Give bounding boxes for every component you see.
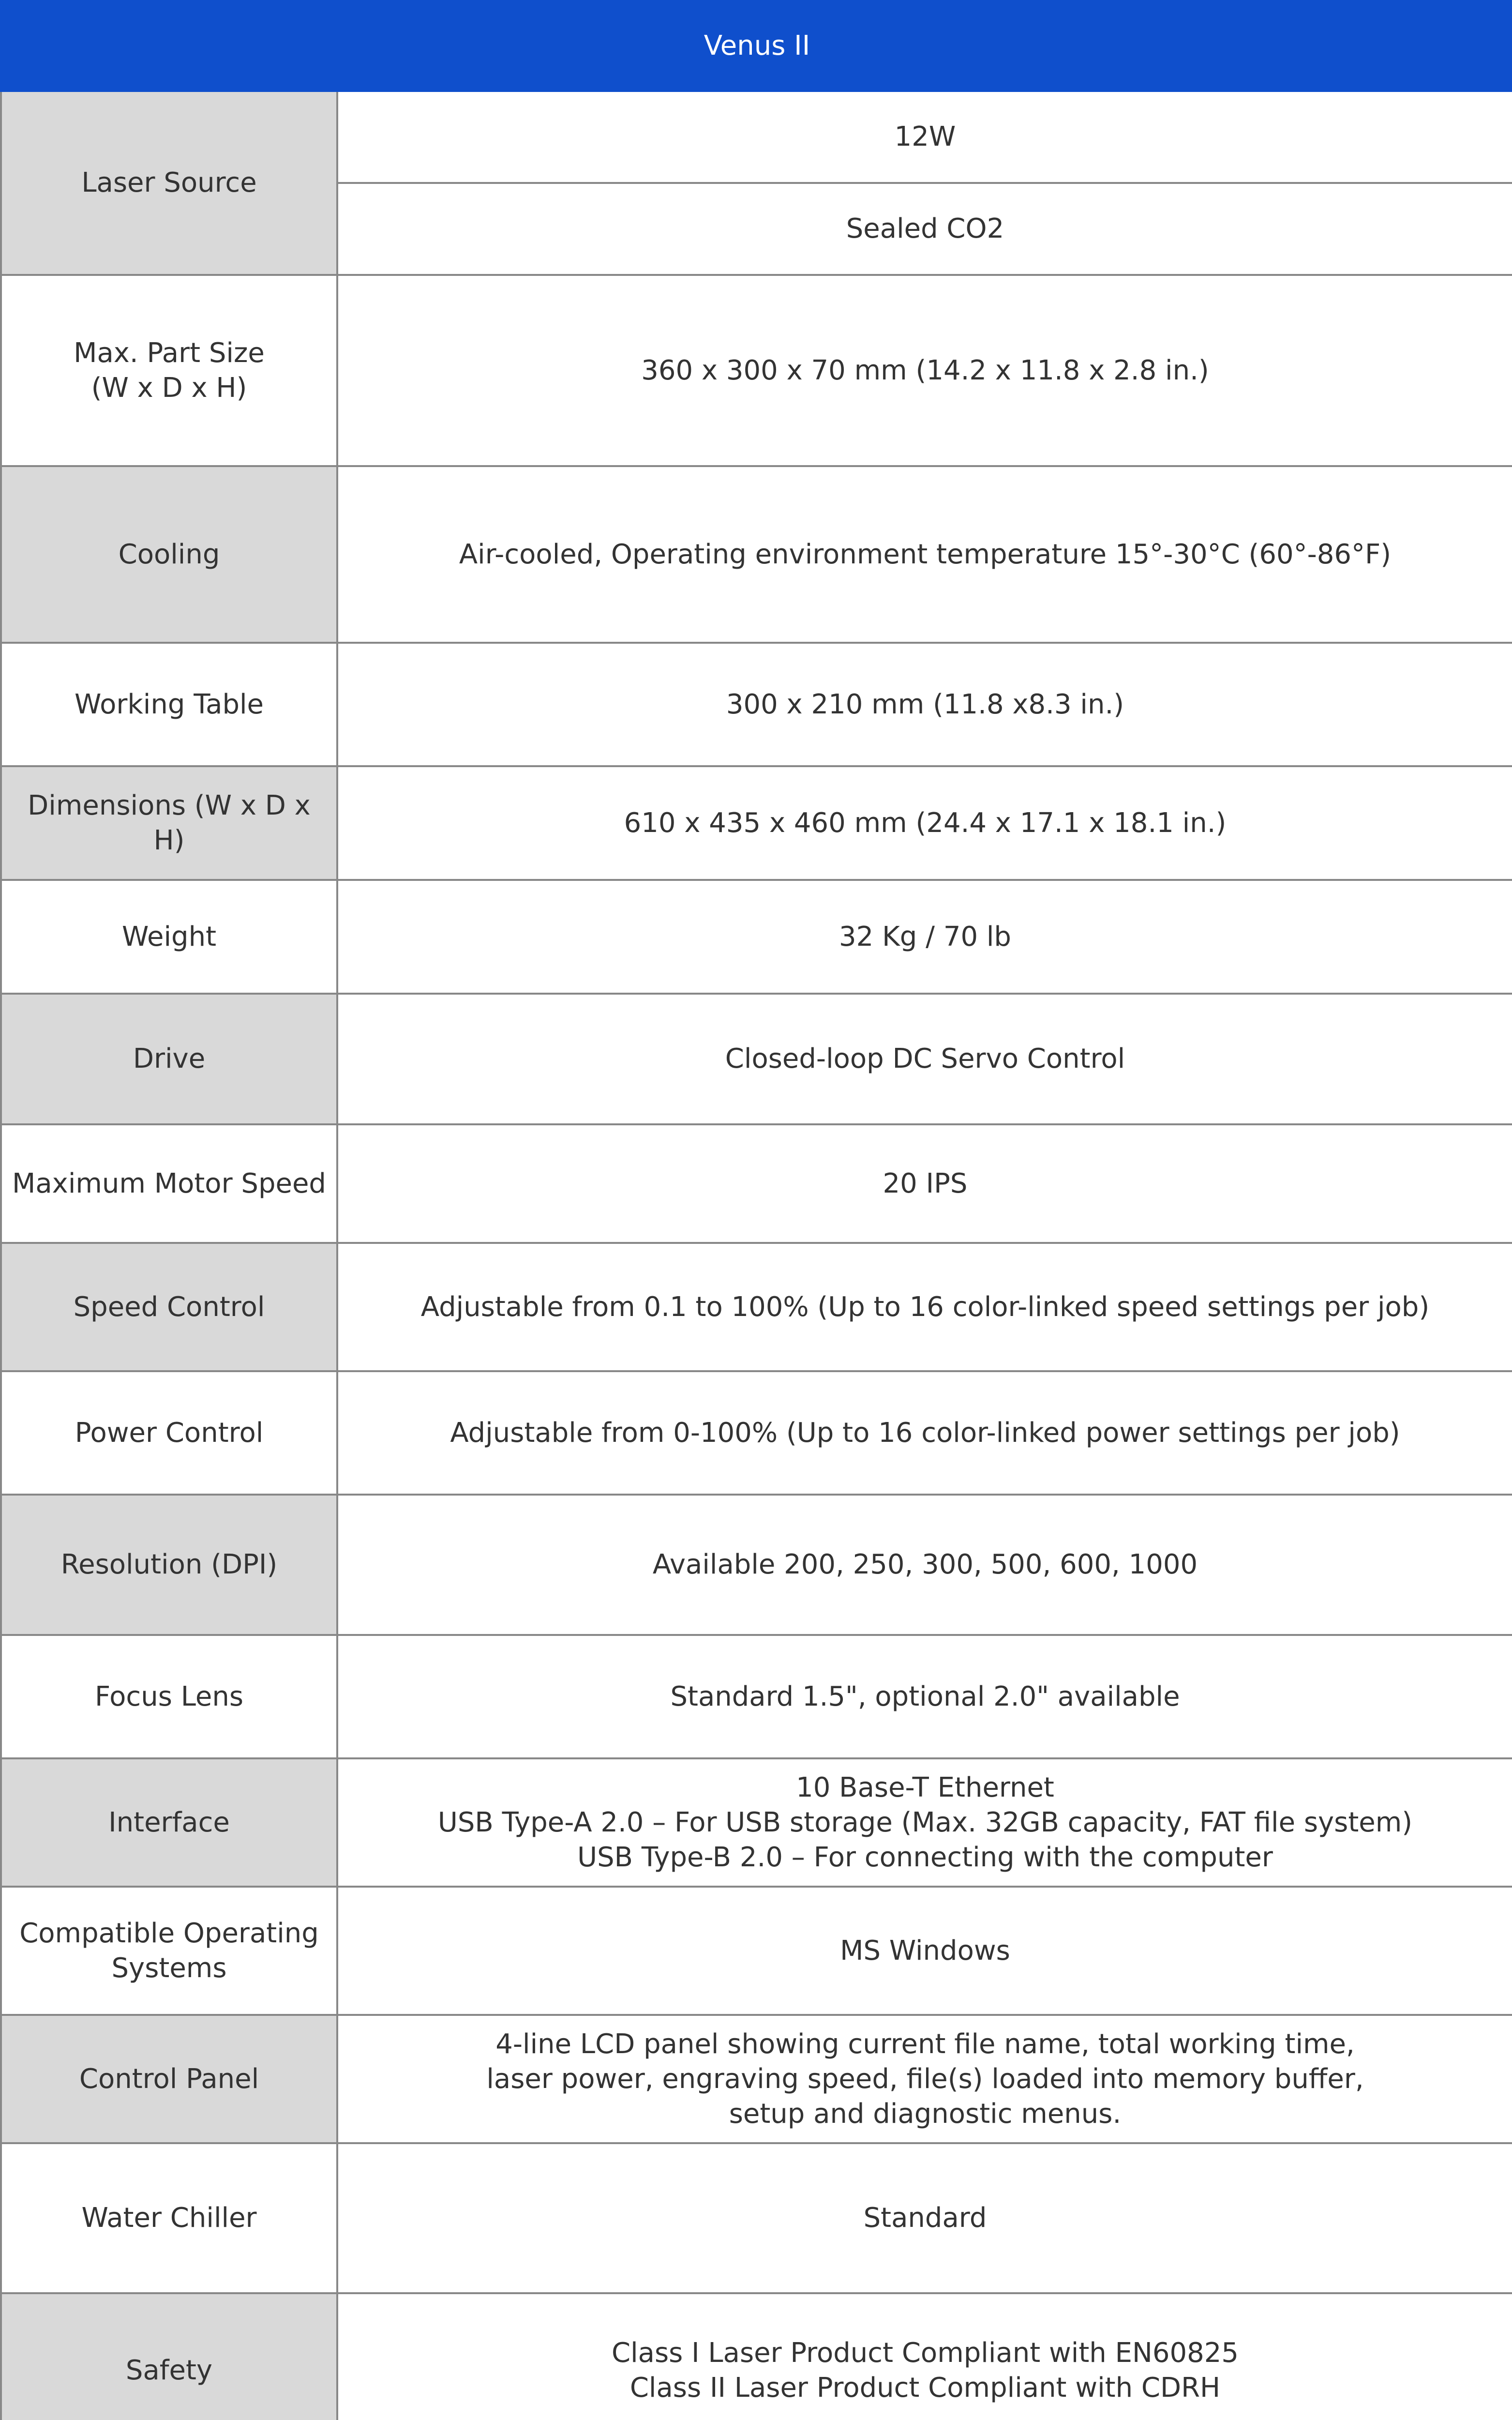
row-value-speed-control: Adjustable from 0.1 to 100% (Up to 16 color-linked speed settings per job) xyxy=(337,1243,1512,1371)
row-label-working-table: Working Table xyxy=(1,643,337,766)
value-line: 10 Base-T Ethernet xyxy=(796,1771,1054,1803)
title-row xyxy=(1,1,1512,91)
row-label-resolution: Resolution (DPI) xyxy=(1,1495,337,1635)
table-row xyxy=(1,1758,1512,1887)
table-row xyxy=(1,2293,1512,2420)
value-line: USB Type-B 2.0 – For connecting with the computer xyxy=(577,1841,1273,1873)
table-row xyxy=(1,880,1512,994)
row-label-safety: Safety xyxy=(1,2293,337,2420)
table-row xyxy=(1,2143,1512,2293)
row-value-weight: 32 Kg / 70 lb xyxy=(337,880,1512,994)
table-row xyxy=(1,91,1512,183)
row-value-control-panel xyxy=(337,2015,1512,2143)
row-label-control-panel: Control Panel xyxy=(1,2015,337,2143)
table-row xyxy=(1,1887,1512,2015)
table-row xyxy=(1,1635,1512,1758)
row-label-max-motor-speed: Maximum Motor Speed xyxy=(1,1124,337,1243)
row-value-dimensions: 610 x 435 x 460 mm (24.4 x 17.1 x 18.1 in.) xyxy=(337,766,1512,880)
label-line: Max. Part Size xyxy=(74,337,265,369)
row-value-laser-type: Sealed CO2 xyxy=(337,183,1512,275)
table-row xyxy=(1,2015,1512,2143)
value-line: 4-line LCD panel showing current file name, total working time, xyxy=(495,2028,1355,2060)
row-label-focus-lens: Focus Lens xyxy=(1,1635,337,1758)
table-row xyxy=(1,643,1512,766)
table-row xyxy=(1,766,1512,880)
row-value-max-motor-speed: 20 IPS xyxy=(337,1124,1512,1243)
row-value-drive: Closed-loop DC Servo Control xyxy=(337,994,1512,1124)
row-label-compatible-os xyxy=(1,1887,337,2015)
row-value-compatible-os: MS Windows xyxy=(337,1887,1512,2015)
row-value-cooling: Air-cooled, Operating environment temperature 15°-30°C (60°-86°F) xyxy=(337,466,1512,643)
value-line: Class I Laser Product Compliant with EN60825 xyxy=(611,2337,1239,2369)
value-line: Class II Laser Product Compliant with CDRH xyxy=(629,2372,1221,2404)
row-label-power-control: Power Control xyxy=(1,1371,337,1495)
row-value-interface xyxy=(337,1758,1512,1887)
label-line: (W x D x H) xyxy=(91,372,247,404)
row-label-interface: Interface xyxy=(1,1758,337,1887)
row-label-weight: Weight xyxy=(1,880,337,994)
row-label-cooling: Cooling xyxy=(1,466,337,643)
row-value-safety xyxy=(337,2293,1512,2420)
table-row xyxy=(1,1124,1512,1243)
row-label-water-chiller: Water Chiller xyxy=(1,2143,337,2293)
value-line: laser power, engraving speed, file(s) loaded into memory buffer, xyxy=(486,2063,1364,2095)
row-label-laser-source: Laser Source xyxy=(1,91,337,275)
table-title: Venus II xyxy=(1,1,1512,91)
table-row xyxy=(1,994,1512,1124)
row-label-speed-control: Speed Control xyxy=(1,1243,337,1371)
row-value-laser-power: 12W xyxy=(337,91,1512,183)
table-row xyxy=(1,466,1512,643)
table-row xyxy=(1,1243,1512,1371)
row-value-focus-lens: Standard 1.5", optional 2.0" available xyxy=(337,1635,1512,1758)
row-label-max-part-size xyxy=(1,275,337,466)
table-row xyxy=(1,1495,1512,1635)
row-label-dimensions: Dimensions (W x D x H) xyxy=(1,766,337,880)
label-line: Systems xyxy=(111,1952,227,1984)
row-value-water-chiller: Standard xyxy=(337,2143,1512,2293)
value-line: setup and diagnostic menus. xyxy=(729,2098,1122,2130)
row-value-resolution: Available 200, 250, 300, 500, 600, 1000 xyxy=(337,1495,1512,1635)
table-row xyxy=(1,275,1512,466)
row-value-power-control: Adjustable from 0-100% (Up to 16 color-linked power settings per job) xyxy=(337,1371,1512,1495)
row-label-drive: Drive xyxy=(1,994,337,1124)
table-row xyxy=(1,1371,1512,1495)
row-value-max-part-size: 360 x 300 x 70 mm (14.2 x 11.8 x 2.8 in.) xyxy=(337,275,1512,466)
row-value-working-table: 300 x 210 mm (11.8 x8.3 in.) xyxy=(337,643,1512,766)
value-line: USB Type-A 2.0 – For USB storage (Max. 32GB capacity, FAT file system) xyxy=(437,1806,1413,1838)
label-line: Compatible Operating xyxy=(19,1917,319,1949)
